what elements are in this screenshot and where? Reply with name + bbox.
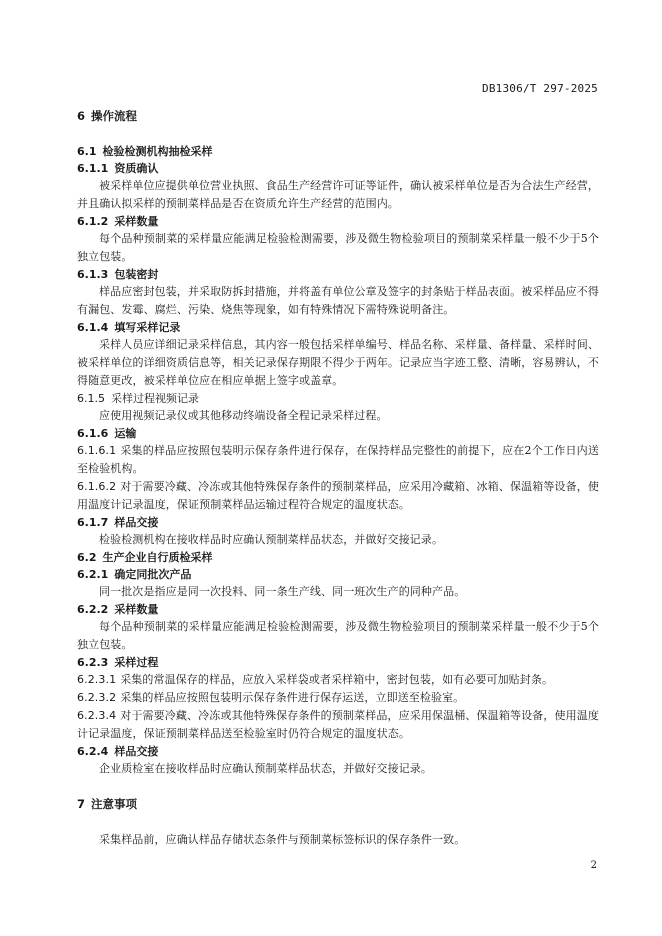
section-6-2-4-paragraph: 企业质检室在接收样品时应确认预制菜样品状态，并做好交接记录。 <box>99 762 432 775</box>
section-6-2-4-heading <box>77 743 599 760</box>
section-6-2-1-heading <box>77 566 599 583</box>
section-number: 6.1.6 <box>77 427 109 440</box>
section-number: 6.1 <box>77 145 97 158</box>
section-6-2-3-1-paragraph <box>77 671 599 689</box>
clause-number: 6.2.3.2 <box>77 691 117 704</box>
section-number: 6 <box>77 109 86 123</box>
section-6-1-1-paragraph: 被采样单位应提供单位营业执照、食品生产经营许可证等证件，确认被采样单位是否为合法生产经营，并且确认拟采样的预制菜样品是否在资质允许生产经营的范围内。 <box>77 179 599 210</box>
section-6-1-4-heading <box>77 319 599 336</box>
section-6-heading <box>77 108 599 125</box>
section-title: 资质确认 <box>114 162 159 175</box>
section-title: 检验检测机构抽检采样 <box>102 145 213 158</box>
section-title: 样品交接 <box>114 745 159 758</box>
clause-text: 采集的样品应按照包装明示保存条件进行保存运送，立即送至检验室。 <box>120 691 465 704</box>
section-number: 6.2.2 <box>77 603 109 616</box>
section-number: 6.2 <box>77 551 97 564</box>
clause-number: 6.1.6.2 <box>77 480 117 493</box>
section-6-1-heading <box>77 143 599 160</box>
section-6-1-5-paragraph: 应使用视频记录仪或其他移动终端设备全程记录采样过程。 <box>99 409 388 422</box>
section-6-2-2-heading <box>77 601 599 618</box>
section-title: 操作流程 <box>91 109 138 123</box>
section-title: 采样数量 <box>114 603 159 616</box>
section-6-1-5-heading <box>77 390 599 407</box>
section-number: 7 <box>77 797 86 811</box>
section-6-2-heading <box>77 549 599 566</box>
section-number: 6.1.2 <box>77 215 109 228</box>
section-6-1-2-heading <box>77 213 599 230</box>
section-title: 采样数量 <box>114 215 159 228</box>
section-6-2-3-4-paragraph <box>77 707 599 743</box>
section-number: 6.1.5 <box>77 392 105 405</box>
clause-text: 采集的常温保存的样品，应放入采样袋或者采样箱中，密封包装，如有必要可加贴封条。 <box>120 673 554 686</box>
section-title: 样品交接 <box>114 516 159 529</box>
section-7-paragraph: 采集样品前，应确认样品存储状态条件与预制菜标签标识的保存条件一致。 <box>99 833 466 846</box>
section-number: 6.1.3 <box>77 268 109 281</box>
standard-code: DB1306/T 297-2025 <box>482 82 598 95</box>
section-6-2-1-paragraph: 同一批次是指应是同一次投料、同一条生产线、同一班次生产的同种产品。 <box>99 585 466 598</box>
clause-number: 6.2.3.1 <box>77 673 117 686</box>
clause-number: 6.2.3.4 <box>77 709 117 722</box>
clause-text: 采集的样品应按照包装明示保存条件进行保存，在保持样品完整性的前提下，应在2个工作日内送至检验机构。 <box>77 444 599 475</box>
section-6-1-6-heading <box>77 425 599 442</box>
section-number: 6.2.1 <box>77 568 109 581</box>
section-title: 注意事项 <box>91 797 138 811</box>
section-number: 6.2.4 <box>77 745 109 758</box>
section-6-1-6-2-paragraph <box>77 478 599 514</box>
section-6-1-4-paragraph: 采样人员应详细记录采样信息，其内容一般包括采样单编号、样品名称、采样量、备样量、采样时间、被采样单位的详细资质信息等，相关记录保存期限不得少于两年。记录应当字迹工整、清晰，容易辨认，不得随意更改，被采样单位应在相应单据上签字或盖章。 <box>77 338 599 387</box>
section-number: 6.2.3 <box>77 656 109 669</box>
section-title: 确定同批次产品 <box>114 568 192 581</box>
clause-number: 6.1.6.1 <box>77 444 117 457</box>
section-6-1-3-heading <box>77 266 599 283</box>
section-6-1-7-heading <box>77 514 599 531</box>
section-number: 6.1.4 <box>77 321 109 334</box>
section-6-2-3-2-paragraph <box>77 689 599 707</box>
section-title: 填写采样记录 <box>114 321 181 334</box>
section-title: 采样过程 <box>114 656 159 669</box>
section-number: 6.1.1 <box>77 162 109 175</box>
section-7-heading <box>77 796 599 813</box>
clause-text: 对于需要冷藏、冷冻或其他特殊保存条件的预制菜样品，应采用冷藏箱、冰箱、保温箱等设备，使用温度计记录温度，保证预制菜样品运输过程符合规定的温度状态。 <box>77 480 599 511</box>
section-number: 6.1.7 <box>77 516 109 529</box>
section-6-1-2-paragraph: 每个品种预制菜的采样量应能满足检验检测需要，涉及微生物检验项目的预制菜采样量一般不少于5个独立包装。 <box>77 232 599 263</box>
section-6-1-3-paragraph: 样品应密封包装，并采取防拆封措施，并将盖有单位公章及签字的封条贴于样品表面。被采样品应不得有漏包、发霉、腐烂、污染、烧焦等现象，如有特殊情况下需特殊说明备注。 <box>77 285 599 316</box>
section-6-2-3-heading <box>77 654 599 671</box>
section-6-1-7-paragraph: 检验检测机构在接收样品时应确认预制菜样品状态，并做好交接记录。 <box>99 533 444 546</box>
document-body <box>77 108 599 849</box>
section-6-2-2-paragraph: 每个品种预制菜的采样量应能满足检验检测需要，涉及微生物检验项目的预制菜采样量一般不少于5个独立包装。 <box>77 620 599 651</box>
section-title: 采样过程视频记录 <box>111 392 199 405</box>
section-title: 包装密封 <box>114 268 159 281</box>
page-number: 2 <box>590 860 597 871</box>
clause-text: 对于需要冷藏、冷冻或其他特殊保存条件的预制菜样品，应采用保温桶、保温箱等设备，使用温度计记录温度，保证预制菜样品送至检验室时仍符合规定的温度状态。 <box>77 709 599 740</box>
section-6-1-6-1-paragraph <box>77 442 599 478</box>
section-title: 运输 <box>114 427 137 440</box>
section-title: 生产企业自行质检采样 <box>102 551 213 564</box>
section-6-1-1-heading <box>77 160 599 177</box>
